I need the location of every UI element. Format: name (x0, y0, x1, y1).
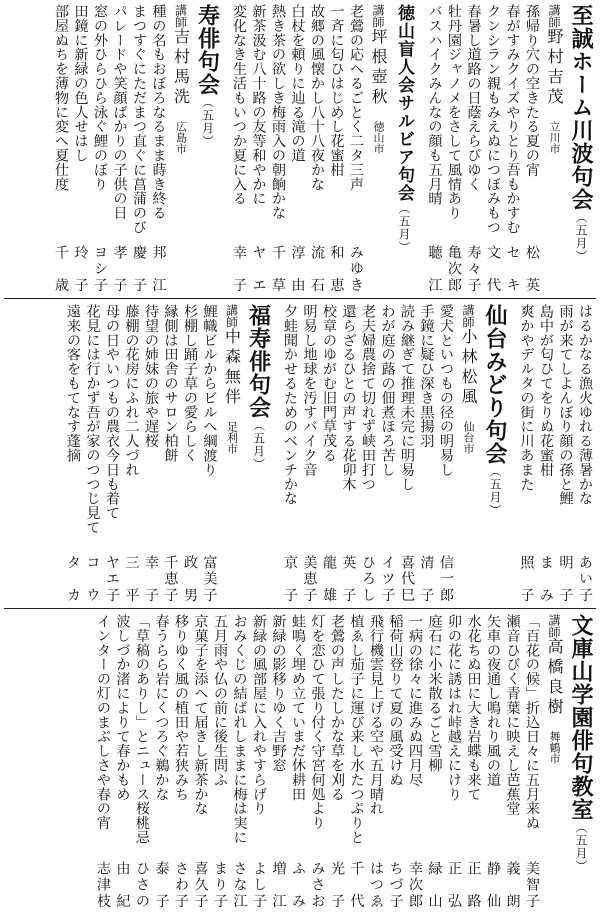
haiku-entry (538, 304, 558, 604)
haiku-text: 明易し地球を汚すバイク音 (301, 304, 318, 477)
band-top (2, 4, 596, 294)
haiku-author: 三 平 (123, 555, 140, 604)
group-month: （五月） (397, 202, 411, 254)
city-name: 足利市 (225, 421, 239, 454)
group-title-text: 至誠ホーム川波句会 (568, 4, 594, 211)
haiku-entry (504, 614, 524, 910)
haiku-author: あい子 (577, 555, 593, 604)
haiku-author: 千 歳 (53, 245, 69, 294)
haiku-entry (387, 614, 407, 910)
teacher-line (543, 614, 566, 910)
haiku-author: 幸次郎 (407, 861, 423, 910)
haiku-entry (250, 4, 270, 294)
haiku-author: 美智子 (524, 861, 540, 910)
haiku-author: 和 恵 (328, 245, 345, 294)
haiku-entry (251, 614, 271, 910)
haiku-text: 還らざるひとの声する花卯木 (340, 304, 357, 492)
haiku-author: 千恵子 (162, 555, 179, 604)
haiku-entry (524, 4, 544, 294)
group-title-text: 福寿俳句会 (245, 304, 272, 419)
haiku-text: 種の名もおぼろなるまま蒔き終る (150, 4, 167, 220)
haiku-author: 玲 子 (72, 245, 89, 294)
group-title-text: 徳山盲人会サルビア句会 (394, 4, 414, 202)
haiku-entry (518, 304, 538, 604)
group-title (193, 4, 223, 294)
teacher-label: 講師 (224, 304, 239, 328)
haiku-text: 夕蛙聞かせるためのベンチかな (282, 304, 298, 506)
haiku-author: 清 子 (418, 555, 435, 604)
teacher-name: 坪根壺秋 (369, 28, 388, 108)
haiku-entry (289, 4, 309, 294)
haiku-text: 新茶汲む八十路の友等和やかに (250, 4, 267, 206)
haiku-author: 慶 子 (131, 245, 147, 294)
haiku-author: 照 子 (518, 555, 535, 604)
haiku-author: ひろし (360, 555, 376, 604)
haiku-text: 「草稿のありし」とニュース桜桃忌 (134, 614, 150, 845)
haiku-author: さわ子 (173, 861, 189, 910)
haiku-text: クンシラン親もみえぬにつぼみもつ (485, 4, 501, 235)
haiku-entry (111, 4, 131, 294)
haiku-text: 一斉に匂ひはじめし花蜜柑 (328, 4, 345, 177)
haiku-entry (524, 614, 544, 910)
haiku-entry (231, 4, 251, 294)
group-month: （五月） (200, 96, 215, 148)
teacher-label: 講師 (461, 304, 475, 328)
group-month: （五月） (488, 465, 502, 517)
group-month: （五月） (574, 211, 588, 263)
haiku-entry (577, 304, 597, 604)
haiku-entry (426, 4, 446, 294)
haiku-entry (309, 614, 329, 910)
haiku-text: 春うらら岩にくつろぐ鵜かな (153, 614, 170, 802)
haiku-entry (485, 4, 505, 294)
teacher-line (170, 4, 193, 294)
haiku-entry (301, 304, 321, 604)
haiku-text: インターの灯のまぶしさや春の宵 (95, 614, 111, 830)
haiku-author: セ キ (504, 245, 521, 294)
haiku-text: 春がすみクイズやりとり吾もかすむ (504, 4, 521, 235)
group-title (566, 614, 596, 910)
haiku-author: コ ウ (84, 555, 101, 604)
teacher-name: 中森無伴 (222, 328, 242, 408)
band-middle (2, 304, 596, 604)
haiku-entry (329, 614, 349, 910)
haiku-entry (340, 304, 360, 604)
haiku-entry (270, 614, 290, 910)
haiku-entry (192, 614, 212, 910)
haiku-entry (65, 304, 85, 604)
haiku-entry (114, 614, 134, 910)
haiku-entry (95, 614, 115, 910)
haiku-text: 一病の徐々に進みぬ四月尽 (407, 614, 423, 787)
haiku-entry (348, 614, 368, 910)
haiku-entry (360, 304, 380, 604)
haiku-entry (348, 4, 368, 294)
haiku-author: 京 子 (282, 555, 298, 604)
haiku-text: 縁側は田舎のサロン柏餅 (162, 304, 179, 463)
haiku-entry (328, 4, 348, 294)
haiku-entry (399, 304, 419, 604)
haiku-text: 爽かやデルタの街に川あまた (518, 304, 535, 492)
haiku-text: 蛙鳴く埋め立ていまだ休耕田 (290, 614, 306, 802)
haiku-author: みゆき (348, 245, 364, 294)
haiku-author: 千 代 (348, 861, 365, 910)
haiku-author: ヤエ子 (104, 555, 120, 604)
haiku-entry (201, 304, 221, 604)
haiku-text: おみくじの結ばれしままに梅は実に (231, 614, 248, 845)
haiku-author: 明 子 (557, 555, 574, 604)
haiku-text: 部屋ぬちを薄物に変へ夏仕度 (53, 4, 69, 192)
haiku-text: 鯉幟ビルからビルへ綱渡り (201, 304, 218, 477)
haiku-text: 変化なき生活もいつか夏に入る (231, 4, 247, 206)
haiku-entry (212, 614, 232, 910)
haiku-author: はつゑ (368, 861, 384, 910)
haiku-author: ちづ子 (387, 861, 404, 910)
haiku-author: 文 代 (485, 245, 501, 294)
teacher-label: 講師 (547, 4, 561, 28)
haiku-author: ヤ エ (250, 245, 267, 294)
band-bottom (2, 614, 596, 910)
haiku-author: 正 弘 (446, 861, 462, 910)
haiku-entry (446, 614, 466, 910)
haiku-author: 増 江 (270, 861, 287, 910)
teacher-line (543, 4, 566, 294)
haiku-text: 五月雨や仏の前に後生問ふ (212, 614, 228, 787)
teacher-label: 講師 (547, 614, 561, 638)
teacher-name: 高橋良樹 (545, 638, 564, 718)
group-month: （五月） (251, 419, 266, 471)
haiku-text: 新緑の影移りゆく吉野窓 (270, 614, 287, 773)
haiku-entry (379, 304, 399, 604)
haiku-text: 波しづか渚によりて春かもめ (114, 614, 131, 802)
haiku-author: 富美子 (201, 555, 218, 604)
haiku-text: 窓の外ひらひら泳ぐ鯉のぼり (92, 4, 108, 192)
haiku-entry (53, 4, 73, 294)
haiku-text: 春暑し道路の日蔭えらびゆく (465, 4, 482, 192)
haiku-text: 老夫婦農捨て切れず峡田打つ (360, 304, 376, 492)
haiku-entry (321, 304, 341, 604)
haiku-text: 「百花の候」折込日々に五月来ぬ (524, 614, 540, 830)
haiku-text: 遠来の客をもてなす蓬摘 (65, 304, 81, 463)
city-name: 広島市 (174, 121, 188, 154)
haiku-author: 流 石 (309, 245, 325, 294)
haiku-entry (426, 614, 446, 910)
haiku-entry (504, 4, 524, 294)
group-title-text: 仙台みどり句会 (482, 304, 508, 465)
haiku-author: イツ子 (379, 555, 396, 604)
haiku-author: 信一郎 (438, 555, 454, 604)
haiku-author: 義 朗 (504, 861, 521, 910)
group-title (244, 304, 274, 604)
haiku-author: ま み (538, 555, 554, 604)
haiku-entry (134, 614, 154, 910)
haiku-author: 喜代巳 (399, 555, 415, 604)
teacher-name: 小林松風 (459, 328, 478, 408)
haiku-text: 杉棚し踊子草の愛らしく (182, 304, 198, 463)
haiku-entry (150, 4, 170, 294)
haiku-entry (182, 304, 202, 604)
haiku-text: 故郷の風懐かし八十八夜かな (309, 4, 325, 192)
haiku-entry (104, 304, 124, 604)
haiku-entry (485, 614, 505, 910)
haiku-text: 雨が来てしよんぼり顔の孫と鯉 (557, 304, 574, 506)
teacher-name: 野村吉茂 (545, 28, 564, 108)
haiku-author: 邦 江 (150, 245, 167, 294)
haiku-author: まり子 (212, 861, 228, 910)
haiku-text: はるかなる漁火ゆれる薄暑かな (577, 304, 593, 506)
haiku-text: 卯の花に誘はれ峠越えにけり (446, 614, 462, 802)
haiku-author: 由 紀 (114, 861, 131, 910)
group-title (566, 4, 596, 294)
group-month: （五月） (574, 821, 588, 873)
haiku-text: 京菓子を添へて届きし新茶かな (192, 614, 209, 816)
haiku-author: 英 子 (340, 555, 357, 604)
haiku-text: 読み継ぎて推理未完に明易し (399, 304, 415, 492)
haiku-entry (231, 614, 251, 910)
haiku-author: 政 男 (182, 555, 198, 604)
teacher-line (457, 304, 480, 604)
haiku-entry (282, 304, 302, 604)
haiku-text: 灯を恋ひて張り付く守宮何処より (309, 614, 326, 830)
divider-rule (4, 608, 596, 609)
haiku-author: ヨシ子 (92, 245, 108, 294)
haiku-author: 喜久子 (192, 861, 209, 910)
haiku-author: 緑 山 (426, 861, 443, 910)
teacher-line (367, 4, 390, 294)
haiku-text: 手鏡に疑ひ深き黒揚羽 (418, 304, 435, 448)
haiku-text: 校章のゆがむ旧門草茂る (321, 304, 337, 463)
haiku-author: 龍 雄 (321, 555, 337, 604)
haiku-author: タ カ (65, 555, 81, 604)
haiku-entry (162, 304, 182, 604)
haiku-text: 老鶯の応へるごとく二タ三声 (348, 4, 364, 192)
haiku-author: 聴 江 (426, 245, 443, 294)
haiku-entry (131, 4, 151, 294)
haiku-text: 待望の姉妹の旅や遅桜 (143, 304, 159, 448)
haiku-author: 幸 子 (231, 245, 247, 294)
haiku-entry (84, 304, 104, 604)
group-title-text: 寿俳句会 (194, 4, 221, 96)
haiku-text: 花見には行かず吾が家のつつじ見て (84, 304, 101, 535)
haiku-text: 矢車の夜通し鳴れり風の道 (485, 614, 501, 787)
haiku-entry (123, 304, 143, 604)
haiku-text: 新緑の風部屋に入れやすらげり (251, 614, 267, 816)
haiku-text: 飛行機雲見上げる空や五月晴れ (368, 614, 384, 816)
haiku-author: 静 仙 (485, 861, 501, 910)
haiku-text: バスハイクみんなの顔も五月晴 (426, 4, 443, 206)
teacher-label: 講師 (371, 4, 385, 28)
haiku-text: わが庭の蕗の佃煮ほろ苦し (379, 304, 396, 477)
haiku-text: パレードや笑顔ばかりの子供の日 (111, 4, 128, 220)
haiku-author: 孝 子 (111, 245, 128, 294)
haiku-author: 千 草 (270, 245, 286, 294)
haiku-entry (465, 4, 485, 294)
haiku-author: 松 英 (524, 245, 540, 294)
haiku-entry (92, 4, 112, 294)
group-title (480, 304, 510, 604)
haiku-text: 孫帰り穴の空きたる夏の宵 (524, 4, 540, 177)
haiku-text: 藤棚の花房にふれ二人づれ (123, 304, 140, 477)
haiku-text: 島中が匂ひてをりぬ花蜜柑 (538, 304, 554, 477)
haiku-author: 志津枝 (95, 861, 111, 910)
haiku-author: 幸 子 (143, 555, 159, 604)
haiku-text: 老鶯の声したしかな草を刈る (329, 614, 345, 802)
city-name: 立川市 (548, 121, 561, 154)
haiku-text: 母の日やいつもの農衣今日も着て (104, 304, 120, 520)
haiku-author: 淳 由 (289, 245, 306, 294)
teacher-line (221, 304, 244, 604)
city-name: 仙台市 (462, 421, 475, 454)
haiku-author: 泰 子 (153, 861, 170, 910)
haiku-author: 美恵子 (301, 555, 318, 604)
haiku-author: よし子 (251, 861, 267, 910)
haiku-text: 白杖を頼りに辿る滝の道 (289, 4, 306, 163)
haiku-entry (418, 304, 438, 604)
haiku-author: さな江 (231, 861, 248, 910)
haiku-entry (438, 304, 458, 604)
haiku-author: ひさの (134, 861, 150, 910)
haiku-text: 植ゑし茄子に運び来し水たつぷりと (348, 614, 365, 845)
group-title (390, 4, 418, 294)
haiku-entry (290, 614, 310, 910)
haiku-text: 田鏡に新緑の色人せはし (72, 4, 89, 163)
divider-rule (4, 298, 596, 299)
teacher-label: 講師 (173, 4, 188, 28)
haiku-text: 牡丹園ジャノメをさして風情あり (446, 4, 462, 220)
haiku-entry (173, 614, 193, 910)
haiku-entry (407, 614, 427, 910)
haiku-author: ふ み (290, 861, 306, 910)
haiku-text: 愛犬といつもの径の明易し (438, 304, 454, 477)
haiku-author: みさお (309, 861, 326, 910)
haiku-entry (270, 4, 290, 294)
haiku-entry (557, 304, 577, 604)
haiku-text: 庭石に小米散るごと雪柳 (426, 614, 443, 773)
group-title-text: 文庫山学園俳句教室 (568, 614, 594, 821)
haiku-entry (309, 4, 329, 294)
haiku-author: 亀次郎 (446, 245, 462, 294)
haiku-entry (72, 4, 92, 294)
haiku-text: 瀬音ひびく青葉に映えし芭蕉堂 (504, 614, 521, 816)
haiku-author: 正 路 (465, 861, 482, 910)
haiku-entry (368, 614, 388, 910)
haiku-entry (465, 614, 485, 910)
teacher-name: 吉村馬洗 (171, 28, 191, 108)
haiku-author: 光 子 (329, 861, 345, 910)
haiku-text: 移りゆく風の植田や若狭みち (173, 614, 189, 802)
haiku-text: まつすぐにただまつ直ぐに菖蒲のび (131, 4, 147, 235)
city-name: 舞鶴市 (548, 731, 561, 764)
haiku-text: 水花ちぬ田に大き岩蝶も来て (465, 614, 482, 802)
haiku-author: 寿々子 (465, 245, 482, 294)
haiku-text: 熱き茶の欲しき梅雨入の朝餉かな (270, 4, 286, 220)
city-name: 徳山市 (372, 121, 385, 154)
haiku-text: 稲荷山登りて夏の風受けぬ (387, 614, 404, 787)
haiku-entry (153, 614, 173, 910)
haiku-entry (446, 4, 466, 294)
